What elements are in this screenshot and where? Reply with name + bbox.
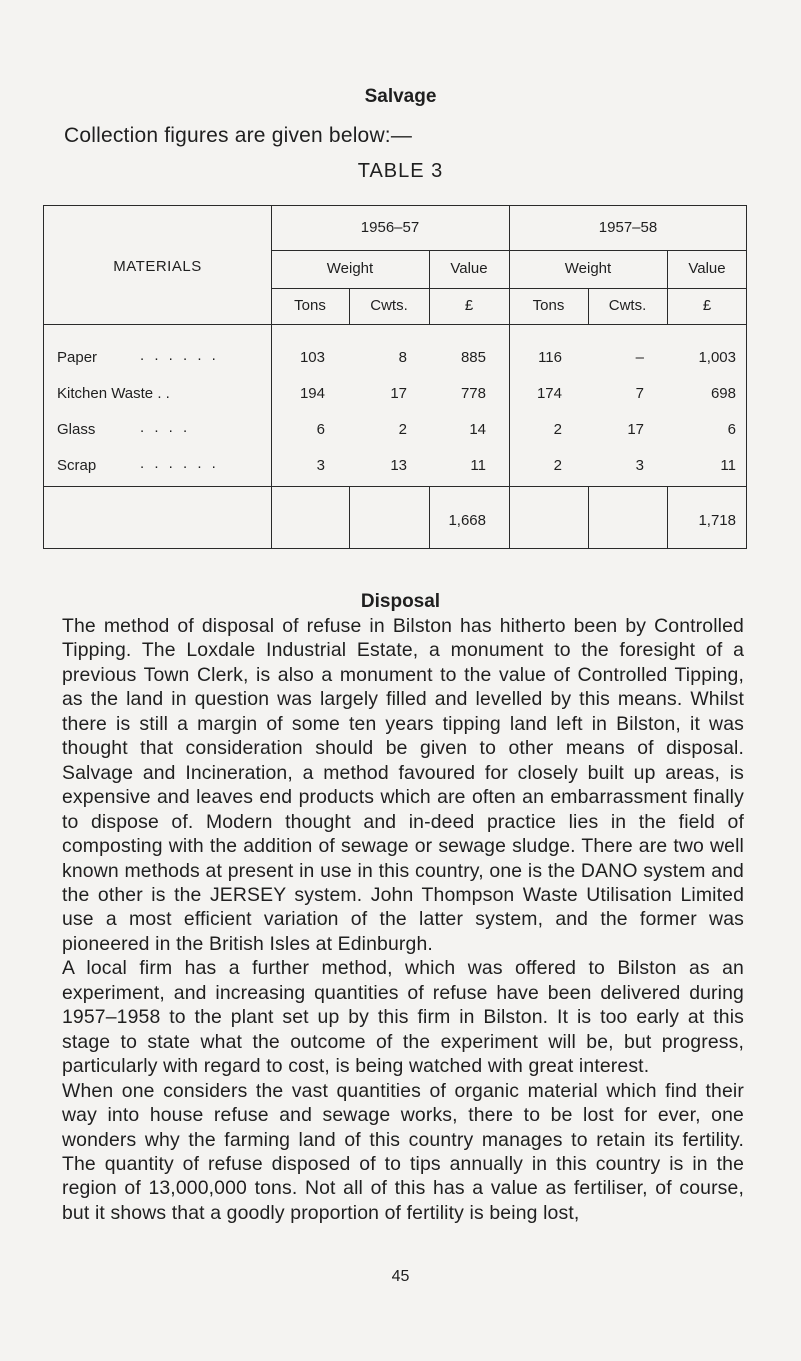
table-cell: 6 [316, 421, 325, 438]
leader-dots: . . . . [140, 419, 191, 436]
table-col-divider-1 [271, 205, 272, 549]
table-cell: 3 [316, 457, 325, 474]
year-1956-57-header: 1956–57 [360, 219, 420, 236]
disposal-heading: Disposal [360, 591, 441, 612]
table-year-divider-2 [509, 250, 747, 251]
salvage-heading: Salvage [364, 86, 437, 107]
table-cell: 3 [635, 457, 644, 474]
table-totals-divider [44, 486, 747, 487]
table-cell: 17 [390, 385, 407, 402]
table-cell: 778 [460, 385, 486, 402]
table-cell: 8 [398, 349, 407, 366]
cwts-header-2: Cwts. [608, 297, 647, 314]
year-1957-58-header: 1957–58 [598, 219, 658, 236]
table-cell: 194 [299, 385, 325, 402]
table-right-border [746, 205, 747, 549]
leader-dots: . . . . . . [140, 347, 219, 364]
disposal-body [62, 614, 744, 1225]
page-number: 45 [391, 1268, 410, 1285]
tons-header-2: Tons [532, 297, 565, 314]
pound-header-1: £ [464, 297, 474, 314]
weight-header-1: Weight [326, 260, 374, 277]
table-cell: 13 [390, 457, 407, 474]
table-cell: 7 [635, 385, 644, 402]
leader-dots: . . . . . . [140, 455, 219, 472]
table-cell: 2 [553, 457, 562, 474]
table-caption: TABLE 3 [357, 160, 444, 182]
value-header-2: Value [688, 260, 726, 277]
table-left-border [43, 205, 44, 549]
table-top-border [44, 205, 747, 206]
table-bottom-border [44, 548, 747, 549]
table-col-divider-2b [349, 486, 350, 549]
table-cell: 17 [627, 421, 644, 438]
table-cell: 14 [469, 421, 486, 438]
table-year-divider-1 [271, 250, 509, 251]
table-cell: 103 [299, 349, 325, 366]
paragraph: When one considers the vast quantities of organic material which find their way into house refuse and sewage works, there to be lost for ever, one wonders why the farming land of this country manages to retain its fertility. The quantity of refuse disposed of to tips annually in this country is in the region of 13,000,000 tons. Not all of this has a value as fertiliser, of course, but it shows that a goodly proportion of fertility is being lost, [62, 1079, 744, 1224]
table-cell: 6 [727, 421, 736, 438]
table-cell: 116 [538, 349, 562, 366]
value-header-1: Value [450, 260, 488, 277]
weight-header-2: Weight [564, 260, 612, 277]
paragraph: The method of disposal of refuse in Bilston has hitherto been by Controlled Tipping. The Loxdale Industrial Estate, a monument to the foresight of a previous Town Clerk, is also a monument to the value of Controlled Tipping, as the land in question was largely filled and levelled by this means. Whilst there is still a margin of some ten years tipping land left in Bilston, it was thought that consideration should be given to other means of disposal. Salvage and Incineration, a method favoured for closely built up areas, is expensive and leaves end products which are often an embarrassment finally to dispose of. Modern thought and in-deed practice lies in the field of composting with the addition of sewage or sewage sludge. There are two well known methods at present in use in this country, one is the DANO system and the other is the JERSEY system. John Thompson Waste Utilisation Limited use a most efficient variation of the latter system, and the former was pioneered in the British Isles at Edinburgh. [62, 615, 744, 955]
materials-header: MATERIALS [113, 258, 202, 275]
material-label: Scrap [57, 457, 97, 474]
table-cell: 885 [460, 349, 486, 366]
pound-header-2: £ [702, 297, 712, 314]
material-label: Glass [57, 421, 96, 438]
table-cell: 698 [710, 385, 736, 402]
total-1956-57: 1,668 [448, 512, 486, 529]
table-cell: – [635, 349, 644, 366]
table-cell: 2 [398, 421, 407, 438]
paragraph: A local firm has a further method, which was offered to Bilston as an experiment, and increasing quantities of refuse have been delivered during 1957–1958 to the plant set up by this firm in Bilston. It is too early at this stage to state what the outcome of the experiment will be, but progress, particularly with regard to cost, is being watched with great interest. [62, 957, 744, 1078]
material-label: Kitchen Waste . . [57, 385, 170, 402]
tons-header-1: Tons [294, 297, 326, 314]
table-header-bottom [44, 324, 747, 325]
intro-text: Collection figures are given below:— [64, 124, 413, 147]
cwts-header-1: Cwts. [370, 297, 408, 314]
total-1957-58: 1,718 [698, 512, 736, 529]
table-cell: 174 [536, 385, 562, 402]
table-cell: 11 [720, 457, 736, 474]
table-col-divider-5b [588, 486, 589, 549]
table-cell: 11 [470, 457, 486, 474]
table-col-divider-4 [509, 205, 510, 549]
table-cell: 2 [553, 421, 562, 438]
table-cell: 1,003 [698, 349, 736, 366]
material-label: Paper [57, 349, 98, 366]
